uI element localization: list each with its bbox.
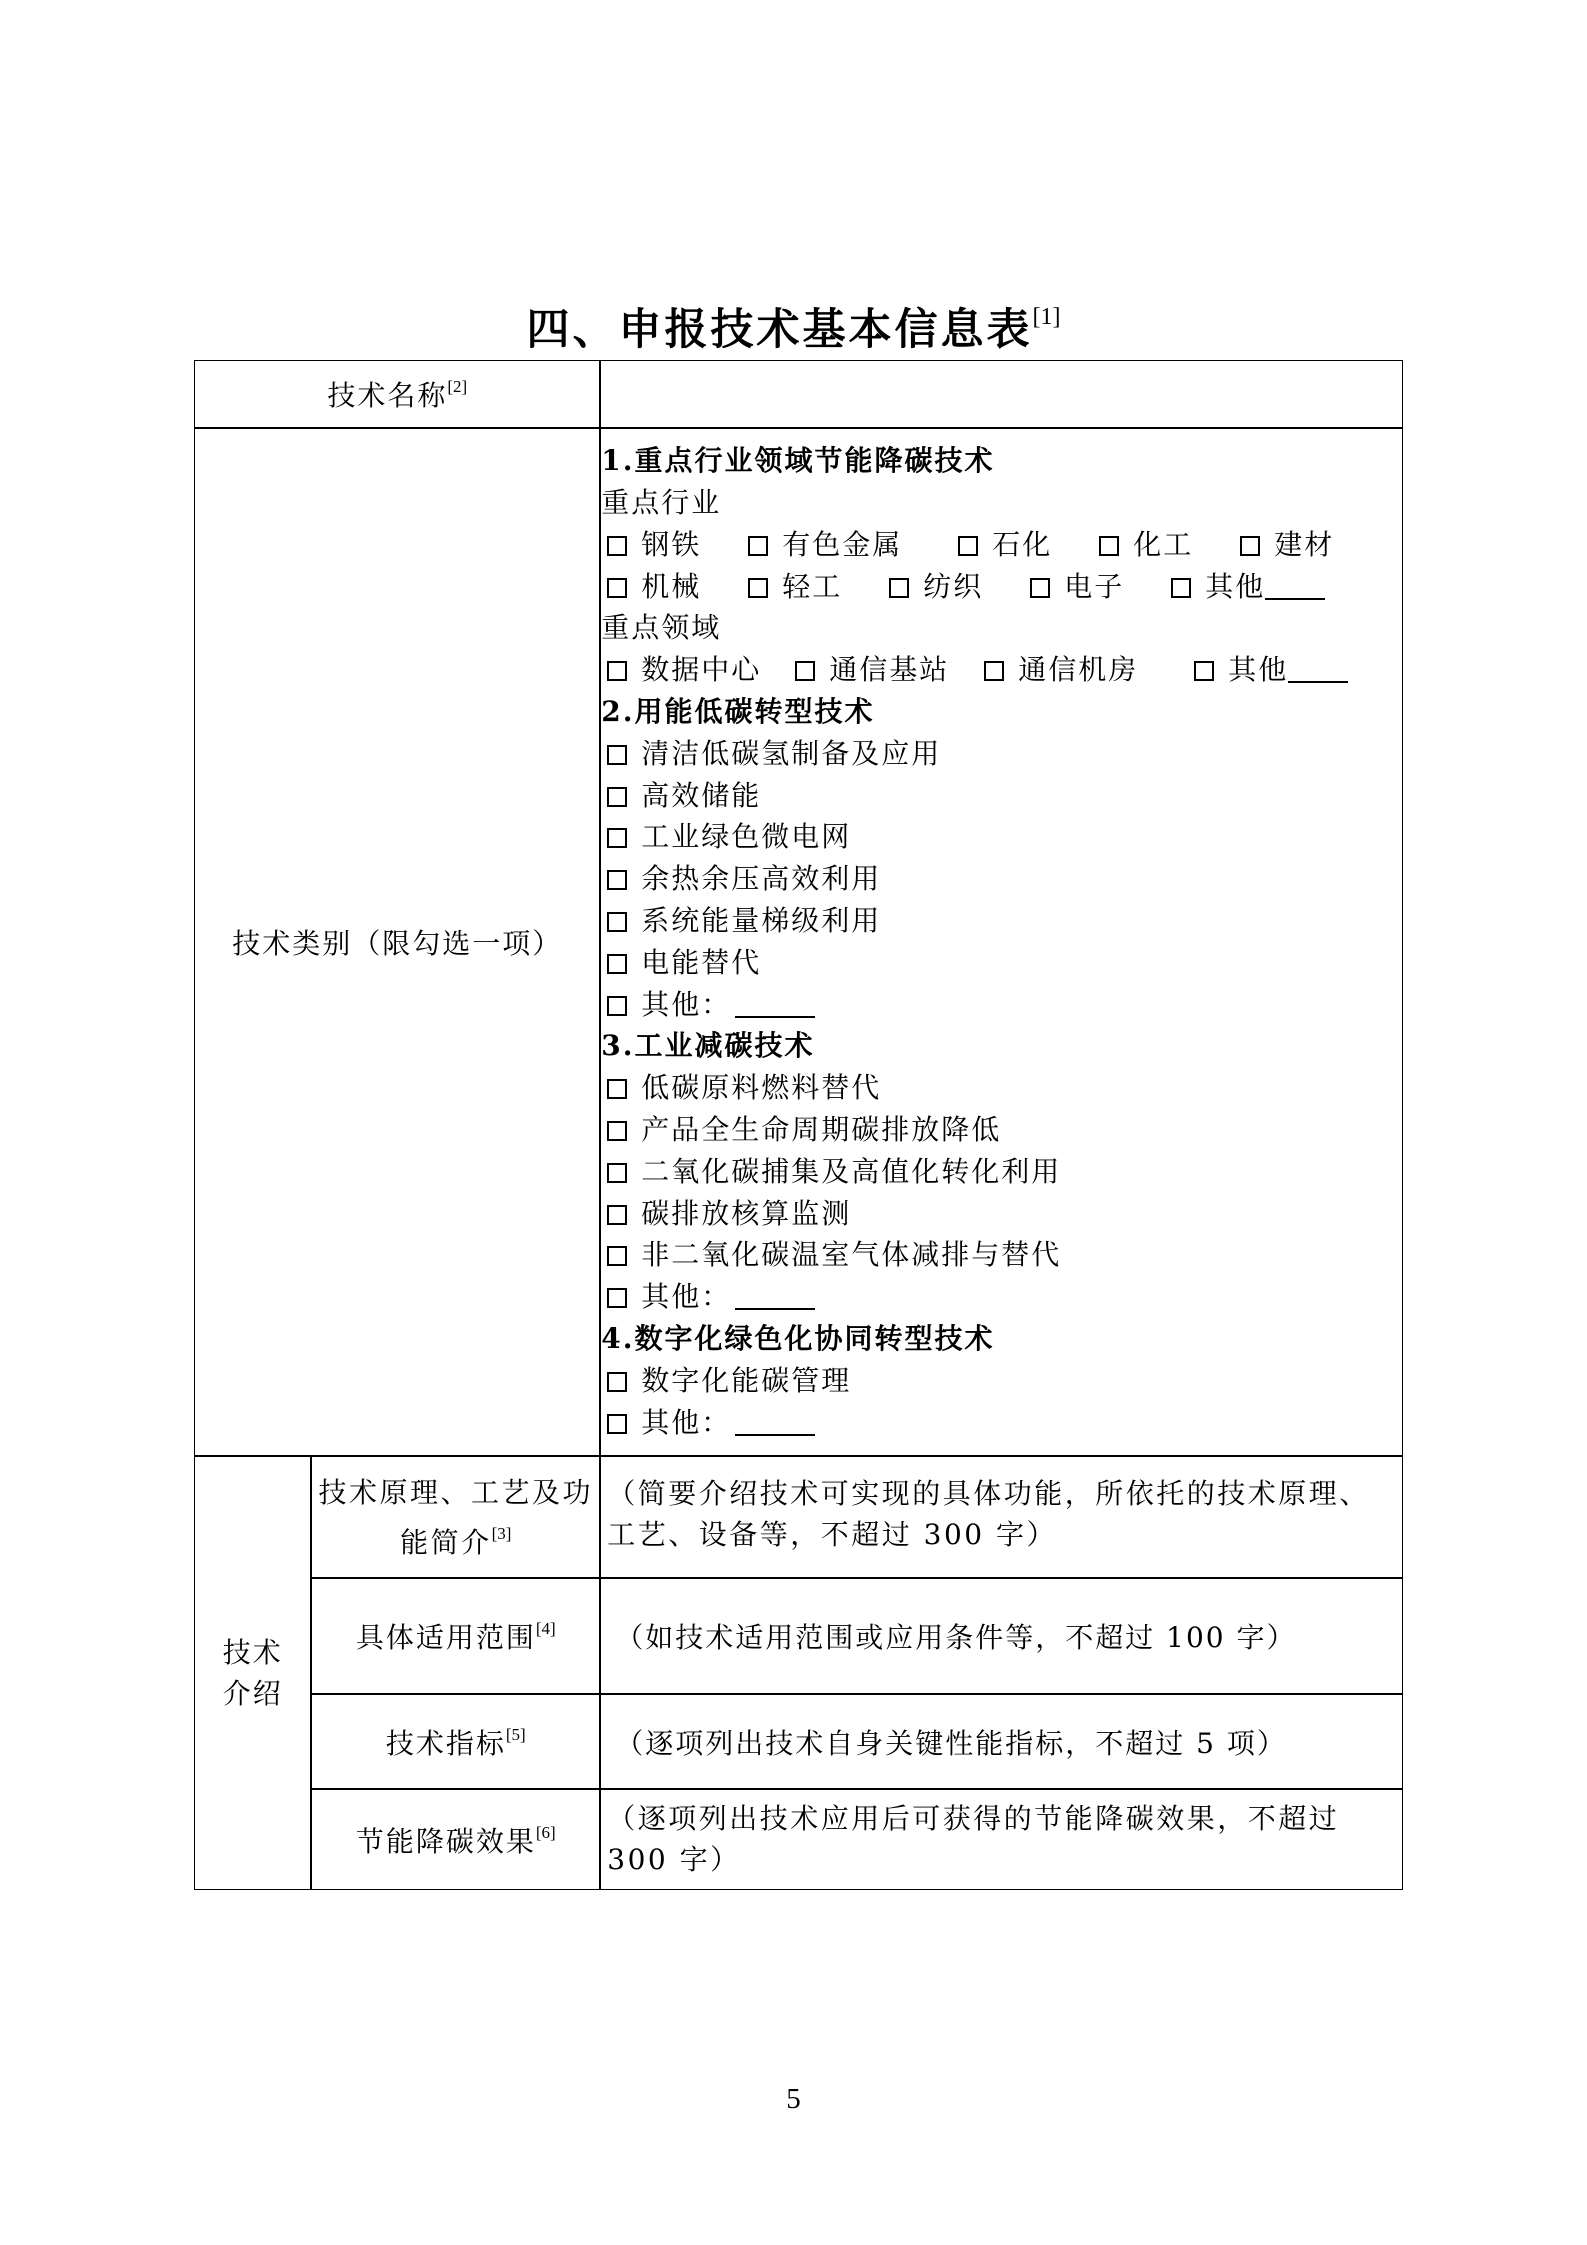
option-cascade-use[interactable]: 系统能量梯级利用 [601,900,1402,942]
option-group3-other[interactable]: 其他： [601,1276,1402,1318]
effect-input-cell[interactable] [600,1789,1403,1890]
checkbox[interactable] [607,661,627,681]
industries-row-1 [601,524,1402,566]
indicators-label: 技术指标[5] [385,1724,526,1760]
option-textile[interactable]: 纺织 [883,566,1024,608]
option-field-other[interactable]: 其他 [1188,649,1348,691]
option-data-center[interactable]: 数据中心 [601,649,789,691]
checkbox[interactable] [607,1079,627,1099]
fields-title: 重点领域 [601,611,722,645]
scope-label-cell [311,1578,600,1694]
option-waste-heat[interactable]: 余热余压高效利用 [601,858,1402,900]
checkbox[interactable] [607,912,627,932]
checkbox[interactable] [984,661,1004,681]
option-machinery[interactable]: 机械 [601,566,742,608]
option-electrification[interactable]: 电能替代 [601,942,1402,984]
other-blank[interactable] [735,1288,815,1310]
tech-name-input-cell[interactable] [600,360,1403,428]
checkbox[interactable] [958,536,978,556]
checkbox[interactable] [1099,536,1119,556]
option-industry-other[interactable]: 其他 [1165,566,1325,608]
checkbox[interactable] [607,1288,627,1308]
tech-category-label: 技术类别（限勾选一项） [232,927,563,961]
other-blank[interactable] [1288,661,1348,683]
option-ccus[interactable]: 二氧化碳捕集及高值化转化利用 [601,1151,1402,1193]
checkbox[interactable] [607,536,627,556]
tech-intro-group-label: 技术 介绍 [222,1636,283,1711]
indicators-input-cell[interactable] [600,1694,1403,1789]
group1-heading: 1.重点行业领域节能降碳技术 [601,444,995,478]
other-blank[interactable] [1265,578,1325,600]
principle-input-cell[interactable] [600,1456,1403,1578]
option-steel[interactable]: 钢铁 [601,524,742,566]
option-nonferrous[interactable]: 有色金属 [742,524,952,566]
option-energy-storage[interactable]: 高效储能 [601,775,1402,817]
checkbox[interactable] [607,1372,627,1392]
scope-hint: （如技术适用范围或应用条件等，不超过 100 字） [615,1621,1297,1655]
checkbox[interactable] [1171,578,1191,598]
scope-input-cell[interactable] [600,1578,1403,1694]
tech-name-label: 技术名称[2] [327,377,468,413]
principle-label: 技术原理、工艺及功 能简介[3] [318,1475,593,1559]
option-petrochem[interactable]: 石化 [952,524,1093,566]
other-blank[interactable] [735,1414,815,1436]
indicators-label-cell [311,1694,600,1789]
principle-hint: （简要介绍技术可实现的具体功能，所依托的技术原理、工艺、设备等，不超过 300 字） [607,1477,1370,1552]
principle-label-cell [311,1456,600,1578]
option-lifecycle[interactable]: 产品全生命周期碳排放降低 [601,1109,1402,1151]
checkbox[interactable] [607,870,627,890]
checkbox[interactable] [889,578,909,598]
option-light-industry[interactable]: 轻工 [742,566,883,608]
checkbox[interactable] [1030,578,1050,598]
checkbox[interactable] [607,1163,627,1183]
effect-label-cell [311,1789,600,1890]
checkbox[interactable] [748,536,768,556]
option-chemical[interactable]: 化工 [1093,524,1234,566]
effect-hint: （逐项列出技术应用后可获得的节能降碳效果，不超过 300 字） [607,1802,1340,1877]
checkbox[interactable] [607,996,627,1016]
checkbox[interactable] [748,578,768,598]
effect-label: 节能降碳效果[6] [355,1822,556,1858]
industries-row-2 [601,566,1402,608]
page-number: 5 [786,2083,801,2115]
tech-category-options-cell [600,428,1403,1456]
other-blank[interactable] [735,996,815,1018]
scope-label: 具体适用范围[4] [355,1619,556,1655]
option-electronics[interactable]: 电子 [1024,566,1165,608]
option-non-co2[interactable]: 非二氧化碳温室气体减排与替代 [601,1234,1402,1276]
page-title: 四、申报技术基本信息表[1] [526,304,1061,355]
group3-heading: 3.工业减碳技术 [601,1029,815,1063]
checkbox[interactable] [607,954,627,974]
option-group2-other[interactable]: 其他： [601,984,1402,1026]
option-carbon-accounting[interactable]: 碳排放核算监测 [601,1193,1402,1235]
info-table [195,361,1404,1891]
checkbox[interactable] [607,1121,627,1141]
checkbox[interactable] [607,1246,627,1266]
checkbox[interactable] [795,661,815,681]
title-footnote: [1] [1032,304,1061,330]
option-digital-energy[interactable]: 数字化能碳管理 [601,1360,1402,1402]
checkbox[interactable] [607,787,627,807]
option-clean-hydrogen[interactable]: 清洁低碳氢制备及应用 [601,733,1402,775]
tech-name-label-cell [194,360,600,428]
option-building-materials[interactable]: 建材 [1234,524,1334,566]
tech-category-label-cell [194,428,600,1456]
tech-intro-group-cell [194,1456,311,1890]
checkbox[interactable] [607,745,627,765]
option-base-station[interactable]: 通信基站 [789,649,978,691]
checkbox[interactable] [607,578,627,598]
group2-heading: 2.用能低碳转型技术 [601,695,875,729]
indicators-hint: （逐项列出技术自身关键性能指标，不超过 5 项） [615,1726,1287,1760]
industries-title: 重点行业 [601,486,722,520]
checkbox[interactable] [607,1205,627,1225]
fields-row [601,649,1402,691]
option-microgrid[interactable]: 工业绿色微电网 [601,816,1402,858]
option-telecom-room[interactable]: 通信机房 [978,649,1188,691]
option-group4-other[interactable]: 其他： [601,1402,1402,1444]
checkbox[interactable] [1194,661,1214,681]
option-low-carbon-fuel[interactable]: 低碳原料燃料替代 [601,1067,1402,1109]
checkbox[interactable] [1240,536,1260,556]
checkbox[interactable] [607,1414,627,1434]
checkbox[interactable] [607,828,627,848]
group4-heading: 4.数字化绿色化协同转型技术 [601,1321,995,1355]
